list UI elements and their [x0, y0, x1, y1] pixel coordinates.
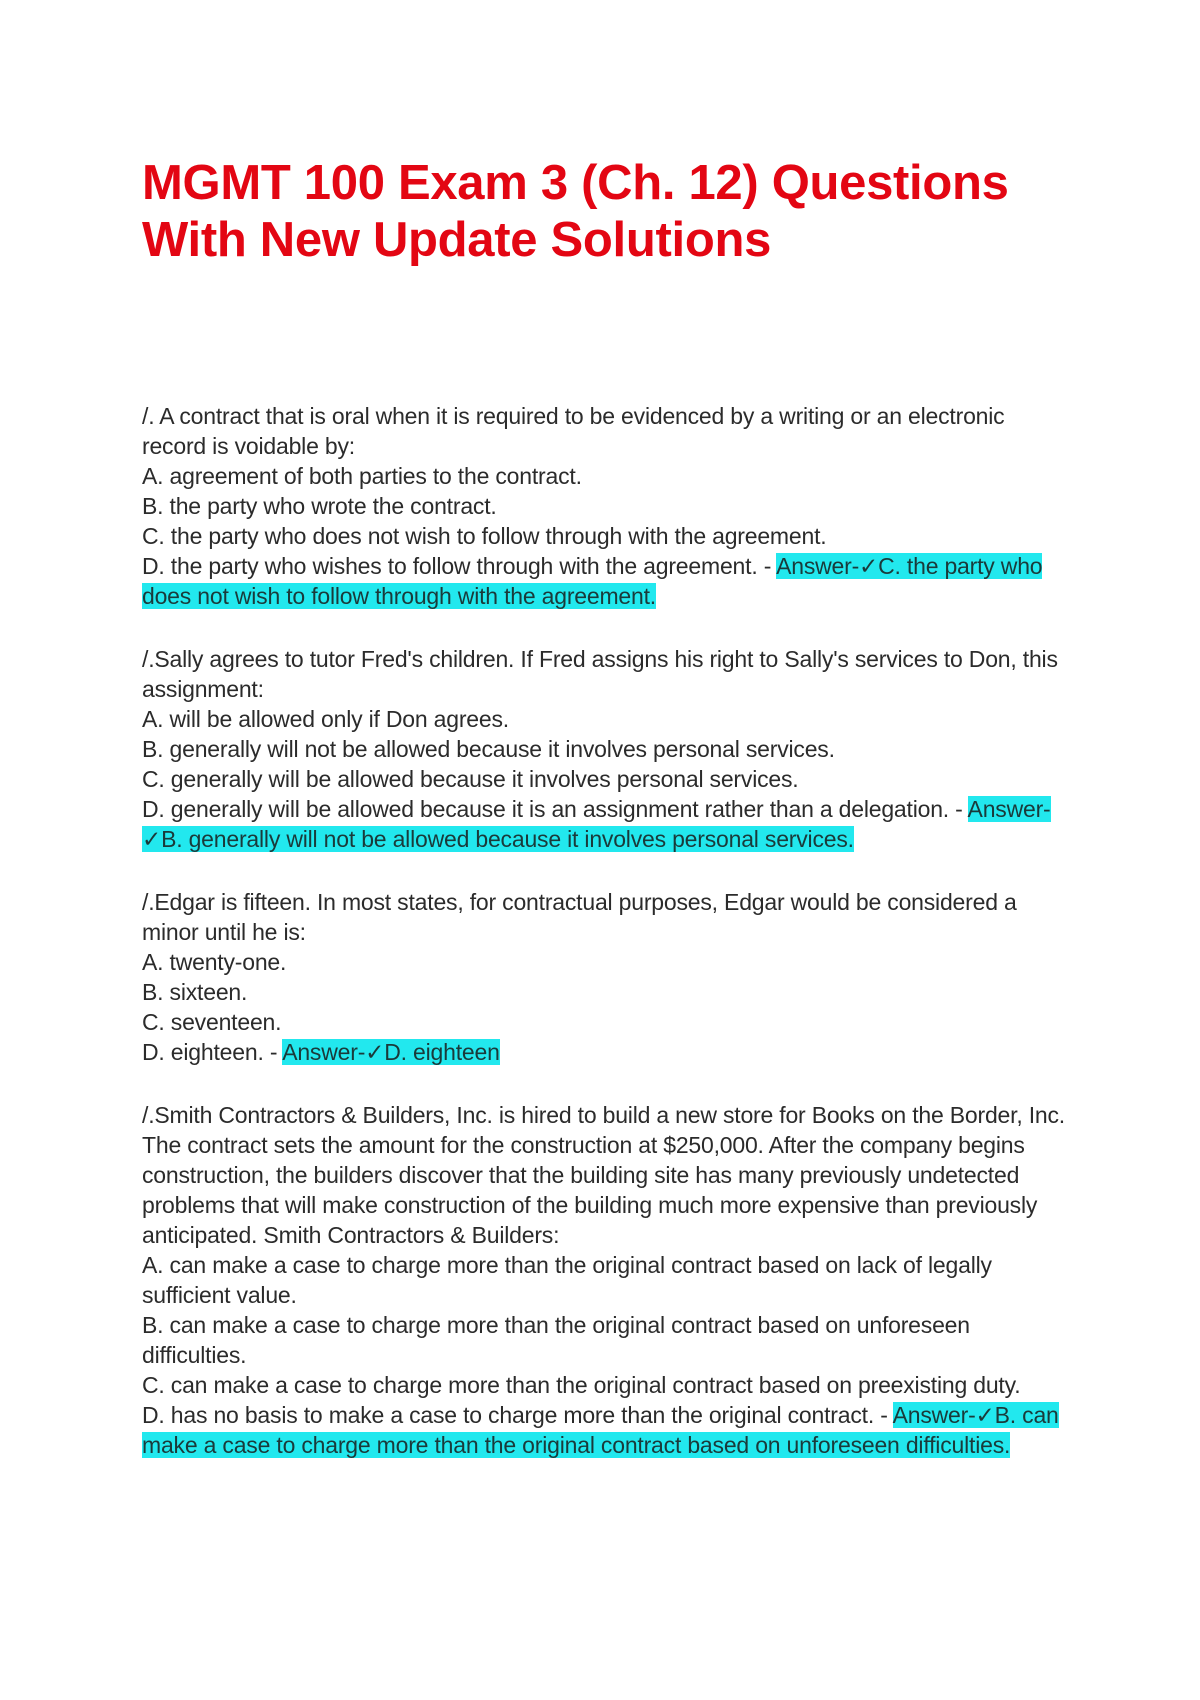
option: A. will be allowed only if Don agrees. — [142, 706, 509, 732]
question-2 — [142, 644, 1072, 854]
question-3 — [142, 887, 1072, 1067]
question-4 — [142, 1100, 1072, 1460]
title-line-2: With New Update Solutions — [142, 213, 772, 267]
option: A. agreement of both parties to the contract. — [142, 463, 582, 489]
title-line-1: MGMT 100 Exam 3 (Ch. 12) Questions — [142, 156, 1009, 210]
answer-highlight: Answer-✓D. eighteen — [282, 1039, 500, 1065]
questions-list — [142, 401, 1072, 1460]
option: C. the party who does not wish to follow through with the agreement. — [142, 523, 827, 549]
option: C. generally will be allowed because it involves personal services. — [142, 766, 799, 792]
option: D. generally will be allowed because it is an assignment rather than a delegation. - — [142, 796, 968, 822]
question-stem: /.Smith Contractors & Builders, Inc. is hired to build a new store for Books on the Border, Inc. The contract sets the amount for the construction at $250,000. After the company begins construction, the builders discover that the building site has many previously undetected problems that will make construction of the building much more expensive than previously anticipated. Smith Contractors & Builders: — [142, 1102, 1065, 1248]
document-title — [142, 155, 1072, 269]
option: A. twenty-one. — [142, 949, 287, 975]
question-stem: /. A contract that is oral when it is required to be evidenced by a writing or an electronic record is voidable by: — [142, 403, 1005, 459]
option: C. seventeen. — [142, 1009, 282, 1035]
option: B. the party who wrote the contract. — [142, 493, 497, 519]
option: D. eighteen. - — [142, 1039, 283, 1065]
option-with-answer — [142, 1400, 1072, 1460]
answer-highlight: Answer-✓B. generally will not be allowed because it involves personal services. — [142, 796, 1051, 852]
answer-highlight: Answer-✓B. can make a case to charge more than the original contract based on unforeseen difficulties. — [142, 1402, 1059, 1458]
answer-highlight: Answer-✓C. the party who does not wish to follow through with the agreement. — [142, 553, 1043, 609]
question-1 — [142, 401, 1072, 611]
option: B. generally will not be allowed because it involves personal services. — [142, 736, 835, 762]
option: B. can make a case to charge more than the original contract based on unforeseen difficulties. — [142, 1312, 970, 1368]
option: D. the party who wishes to follow through with the agreement. - — [142, 553, 777, 579]
document-page — [142, 155, 1072, 1493]
option: D. has no basis to make a case to charge more than the original contract. - — [142, 1402, 893, 1428]
option-with-answer — [142, 794, 1072, 854]
option: C. can make a case to charge more than the original contract based on preexisting duty. — [142, 1372, 1021, 1398]
option: A. can make a case to charge more than the original contract based on lack of legally sufficient value. — [142, 1252, 992, 1308]
question-stem: /.Sally agrees to tutor Fred's children. If Fred assigns his right to Sally's services to Don, this assignment: — [142, 646, 1058, 702]
option-with-answer — [142, 551, 1072, 611]
option-with-answer — [142, 1037, 1072, 1067]
option: B. sixteen. — [142, 979, 248, 1005]
question-stem: /.Edgar is fifteen. In most states, for contractual purposes, Edgar would be considered a minor until he is: — [142, 889, 1017, 945]
